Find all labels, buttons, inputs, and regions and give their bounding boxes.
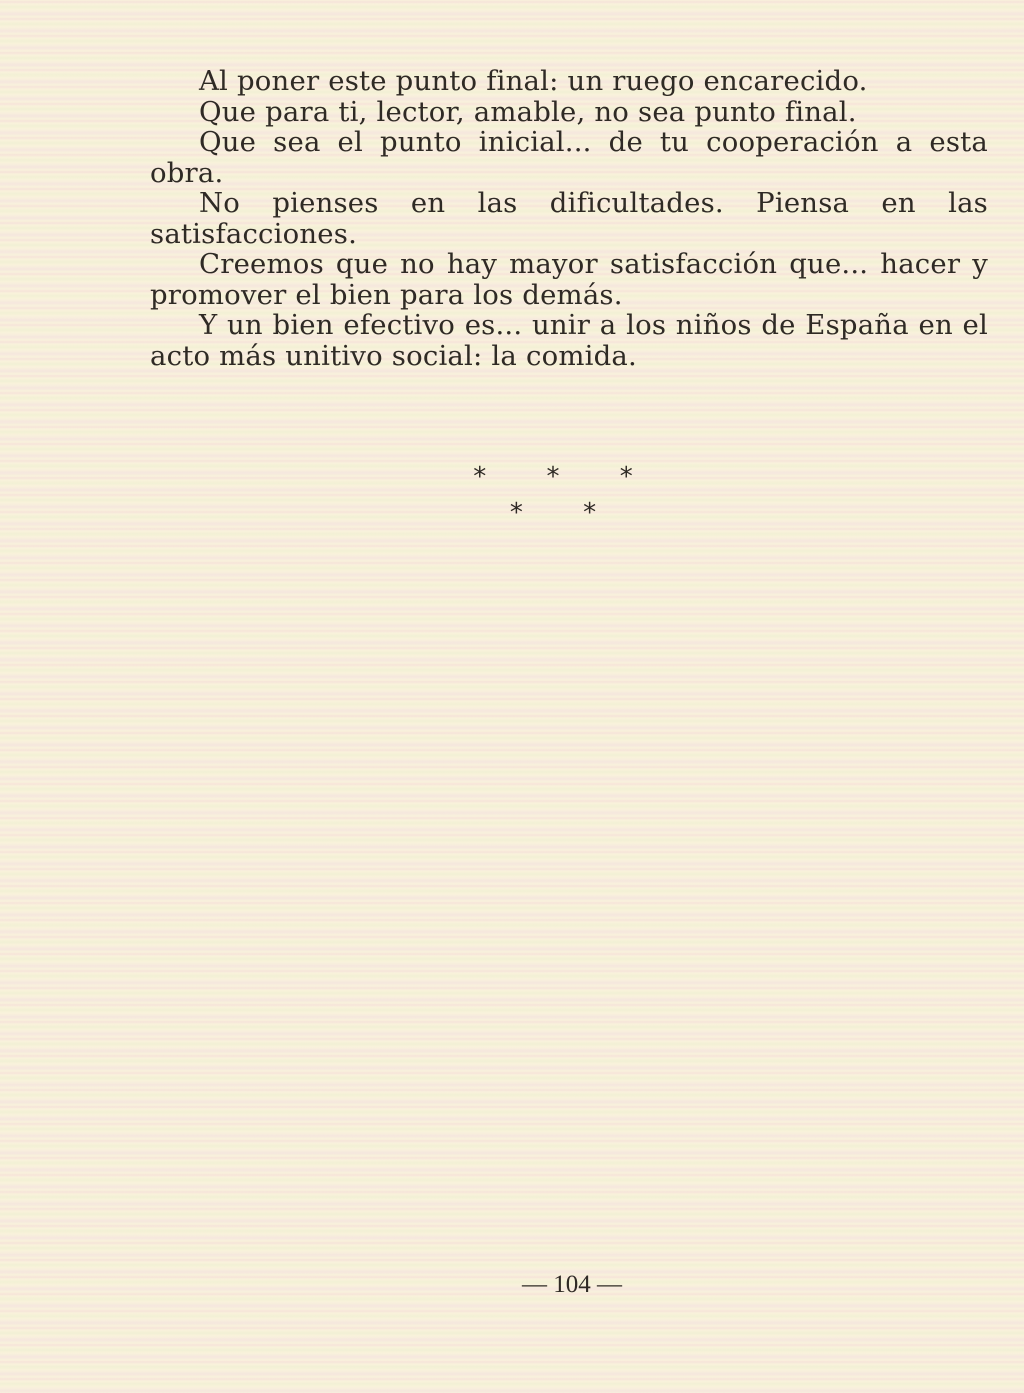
ornament-stars-row-1: * * * — [473, 462, 659, 492]
paragraph-3: Que sea el punto inicial... de tu cooperación a esta obra. — [150, 126, 988, 189]
page-number: — 104 — — [522, 1271, 622, 1298]
paragraph-6: Y un bien efectivo es... unir a los niños de España en el acto más unitivo social: la comida. — [150, 309, 988, 372]
paragraph-1: Al poner este punto final: un ruego encarecido. — [199, 65, 868, 97]
paragraph-2: Que para ti, lector, amable, no sea punto final. — [199, 95, 857, 128]
paragraph-5: Creemos que no hay mayor satisfacción que... hacer y promover el bien para los demás. — [150, 248, 988, 311]
paragraph-4: No pienses en las dificultades. Piensa en las satisfacciones. — [150, 187, 988, 250]
ornament-stars-row-2: * * — [509, 498, 623, 528]
body-text — [150, 66, 988, 371]
